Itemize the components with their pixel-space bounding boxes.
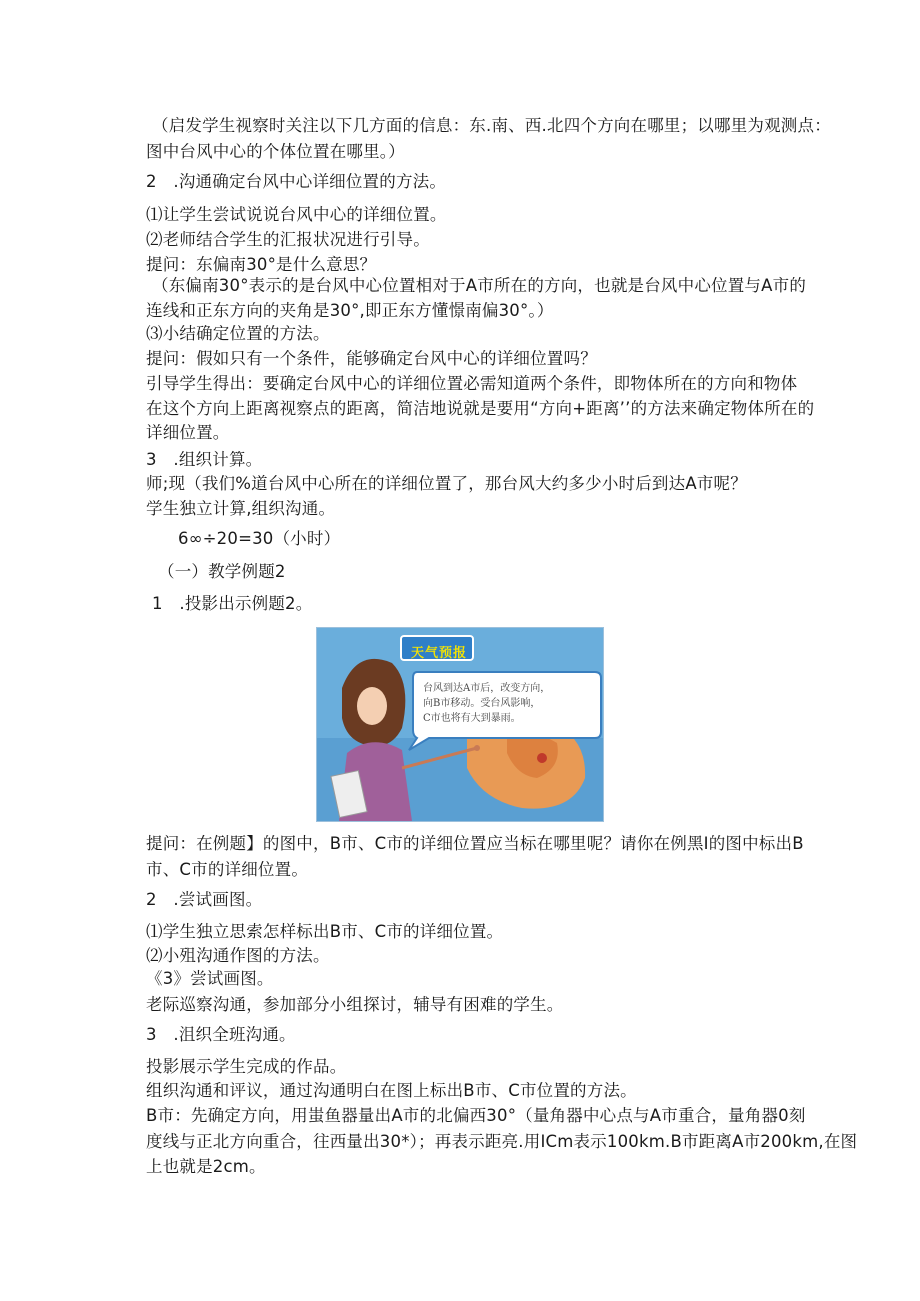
paragraph-line: 度线与正北方向重合，往西量出30*）；再表示距亮.用ICm表示100km.B市距离A市200km,在图 xyxy=(146,1132,858,1151)
paragraph-line: 市、C市的详细位置。 xyxy=(146,860,309,879)
speech-bubble-line: C市也将有大到暴雨。 xyxy=(423,713,521,724)
equation-line: 6∞÷20=30（小时） xyxy=(178,529,341,548)
paragraph-line: 提问：假如只有一个条件，能够确定台风中心的详细位置吗？ xyxy=(146,349,597,368)
paragraph-line: ⑶小结确定位置的方法。 xyxy=(146,324,330,343)
paragraph-line: ⑴学生独立思索怎样标出B市、C市的详细位置。 xyxy=(146,922,504,941)
paragraph-line: 投影展示学生完成的作品。 xyxy=(146,1057,347,1076)
paragraph-line: 图中台风中心的个体位置在哪里。） xyxy=(146,142,405,161)
section-heading: 3 .组织计算。 xyxy=(146,450,263,469)
paragraph-line: 师;现（我们%道台风中心所在的详细位置了，那台风大约多少小时后到达A市呢？ xyxy=(146,474,747,493)
section-heading: （一）教学例题2 xyxy=(158,562,286,581)
section-heading: 3 .沮织全班沟通。 xyxy=(146,1025,296,1044)
paragraph-line: 提问：东偏南30°是什么意思？ xyxy=(146,255,377,274)
speech-bubble-text xyxy=(423,681,583,726)
section-heading: 2 .沟通确定台风中心详细位置的方法。 xyxy=(146,172,447,191)
paragraph-line: 连线和正东方向的夹角是30°,即正东方懂憬南偏30°。） xyxy=(146,301,554,320)
section-heading: 1 .投影出示例题2。 xyxy=(152,594,313,613)
paragraph-line: 上也就是2cm。 xyxy=(146,1157,266,1176)
paragraph-line: （启发学生视察时关注以下几方面的信息：东.南、西.北四个方向在哪里；以哪里为观测点： xyxy=(152,116,831,135)
paragraph-line: B市：先确定方向，用蚩鱼器量出A市的北偏西30°（量角器中心点与A市重合，量角器0刻 xyxy=(146,1106,806,1125)
paragraph-line: 组织沟通和评议，通过沟通明白在图上标出B市、C市位置的方法。 xyxy=(146,1081,637,1100)
paragraph-line: 详细位置。 xyxy=(146,423,230,442)
paragraph-line: 《3》尝试画图。 xyxy=(146,969,274,988)
paragraph-line: 学生独立计算,组织沟通。 xyxy=(146,499,336,518)
paragraph-line: 引导学生得出：要确定台风中心的详细位置必需知道两个条件，即物体所在的方向和物体 xyxy=(146,374,798,393)
paragraph-line: 老际巡察沟通，参加部分小组探讨，辅导有困难的学生。 xyxy=(146,995,564,1014)
speech-bubble-line: 向B市移动。受台风影响， xyxy=(423,698,541,709)
paragraph-line: （东偏南30°表示的是台风中心位置相对于A市所在的方向，也就是台风中心位置与A市的 xyxy=(152,276,807,295)
paragraph-line: 提问：在例题】的图中，B市、C市的详细位置应当标在哪里呢？请你在例黑I的图中标出B xyxy=(146,834,804,853)
paragraph-line: ⑴让学生尝试说说台风中心的详细位置。 xyxy=(146,205,447,224)
section-heading: 2 .尝试画图。 xyxy=(146,890,263,909)
paragraph-line: ⑵小殂沟通作图的方法。 xyxy=(146,946,330,965)
speech-bubble-line: 台风到达A市后，改变方向， xyxy=(423,683,551,694)
paragraph-line: 在这个方向上距离视察点的距离，简洁地说就是要用“方向+距离’’的方法来确定物体所在的 xyxy=(146,399,815,418)
figure-title: 天气预报 xyxy=(411,646,468,661)
weather-forecast-illustration xyxy=(316,627,604,822)
paragraph-line: ⑵老师结合学生的汇报状况进行引导。 xyxy=(146,230,430,249)
